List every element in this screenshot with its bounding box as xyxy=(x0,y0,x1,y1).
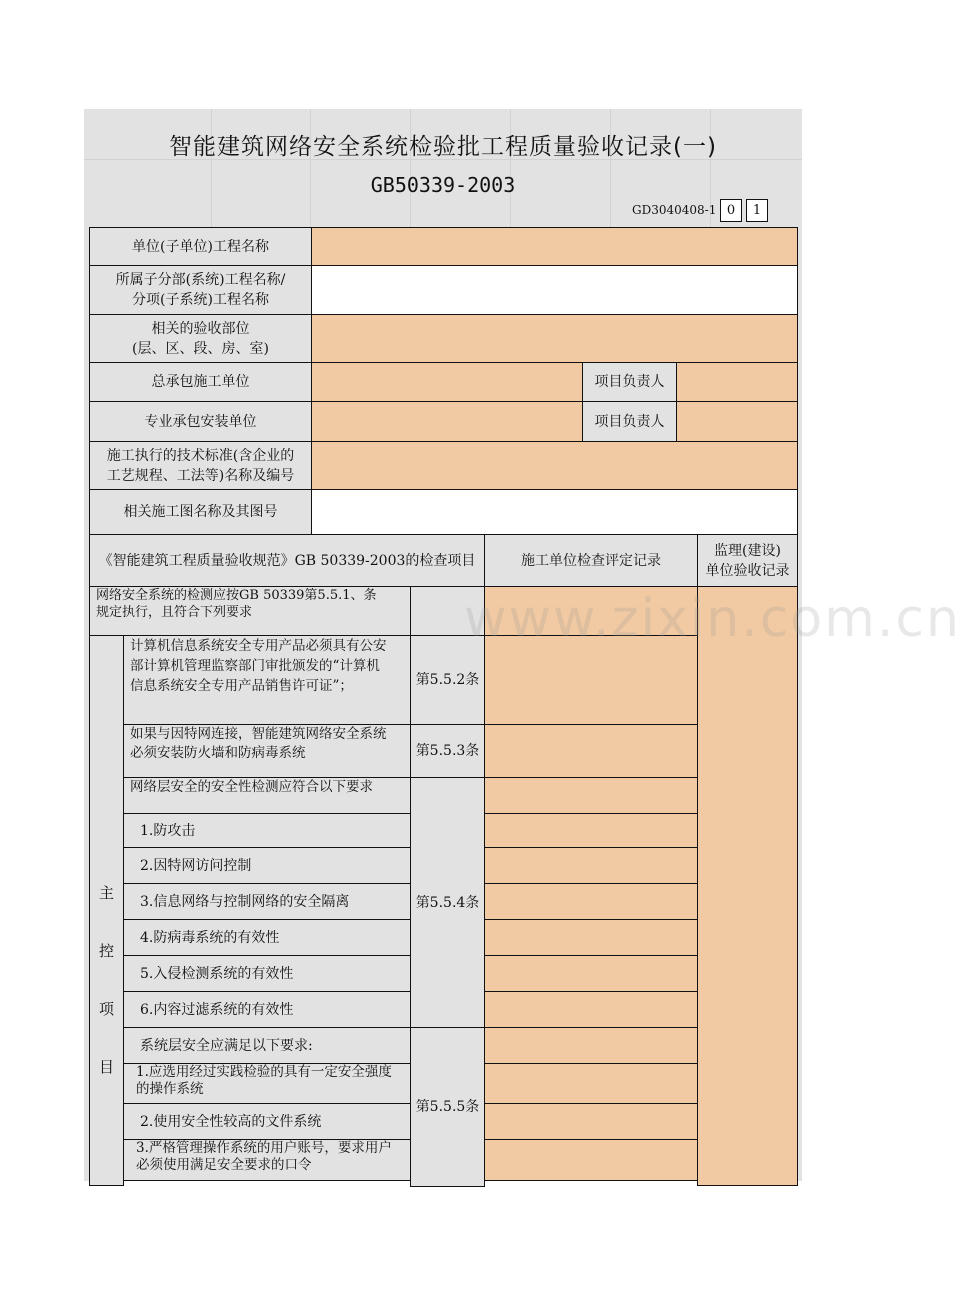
item-5-5-4-sub-3: 3.信息网络与控制网络的安全隔离 xyxy=(123,883,411,920)
item-5-5-4-record-3[interactable] xyxy=(484,883,698,920)
specialty-contractor-label: 专业承包安装单位 xyxy=(89,401,312,442)
watermark: www.zixin.com.cn xyxy=(464,589,961,649)
item-5-5-4-sub-6: 6.内容过滤系统的有效性 xyxy=(123,991,411,1028)
item-5-5-2-clause: 第5.5.2条 xyxy=(410,635,485,725)
item-5-5-5-clause: 第5.5.5条 xyxy=(410,1027,485,1187)
item-5-5-5-record-1[interactable] xyxy=(484,1063,698,1104)
form-code-box-1[interactable]: 0 xyxy=(720,199,742,222)
inspection-part-label: 相关的验收部位 (层、区、段、房、室) xyxy=(89,314,312,363)
item-5-5-4-head: 网络层安全的安全性检测应符合以下要求 xyxy=(123,777,411,814)
supervisor-record-input[interactable] xyxy=(697,586,798,1186)
specialty-contractor-input[interactable] xyxy=(311,401,583,442)
item-5-5-5-record-3[interactable] xyxy=(484,1139,698,1181)
item-5-5-5-sub-2: 2.使用安全性较高的文件系统 xyxy=(123,1103,411,1140)
intro-text: 网络安全系统的检测应按GB 50339第5.5.1、条 规定执行，且符合下列要求 xyxy=(89,586,411,636)
spec-items-header: 《智能建筑工程质量验收规范》GB 50339-2003的检查项目 xyxy=(89,534,485,587)
intro-record-input[interactable] xyxy=(484,586,698,636)
item-5-5-4-record-1[interactable] xyxy=(484,813,698,848)
unit-project-name-label: 单位(子单位)工程名称 xyxy=(89,227,312,266)
item-5-5-4-record-5[interactable] xyxy=(484,955,698,992)
supervisor-record-header: 监理(建设) 单位验收记录 xyxy=(697,534,798,587)
item-5-5-4-sub-5: 5.入侵检测系统的有效性 xyxy=(123,955,411,992)
inspection-part-input[interactable] xyxy=(311,314,798,363)
unit-project-name-input[interactable] xyxy=(311,227,798,266)
item-5-5-4-sub-1: 1.防攻击 xyxy=(123,813,411,848)
contractor-record-header: 施工单位检查评定记录 xyxy=(484,534,698,587)
subdivision-name-input[interactable] xyxy=(311,265,798,315)
tech-standard-input[interactable] xyxy=(311,441,798,490)
general-contractor-input[interactable] xyxy=(311,362,583,402)
item-5-5-2-record-input[interactable] xyxy=(484,635,698,725)
main-control-label: 主 控 项 目 xyxy=(89,635,124,1186)
item-5-5-4-clause: 第5.5.4条 xyxy=(410,777,485,1028)
drawing-input[interactable] xyxy=(311,489,798,535)
standard-code: GB50339-2003 xyxy=(370,173,516,197)
subdivision-name-label: 所属子分部(系统)工程名称/ 分项(子系统)工程名称 xyxy=(89,265,312,315)
item-5-5-4-sub-2: 2.因特网访问控制 xyxy=(123,847,411,884)
item-5-5-2-text: 计算机信息系统安全专用产品必须具有公安 部计算机管理监察部门审批颁发的“计算机 信息系统安全专用产品销售许可证”； xyxy=(123,635,411,725)
project-manager-label-1: 项目负责人 xyxy=(582,362,677,402)
drawing-label: 相关施工图名称及其图号 xyxy=(89,489,312,535)
item-5-5-5-record-2[interactable] xyxy=(484,1103,698,1140)
form-sheet xyxy=(84,109,961,1181)
item-5-5-5-head: 系统层安全应满足以下要求: xyxy=(123,1027,411,1064)
form-code-box-2[interactable]: 1 xyxy=(746,199,768,222)
project-manager-label-2: 项目负责人 xyxy=(582,401,677,442)
item-5-5-5-sub-1: 1.应选用经过实践检验的具有一定安全强度 的操作系统 xyxy=(123,1063,411,1104)
intro-clause xyxy=(410,586,485,636)
project-manager-input-1[interactable] xyxy=(676,362,798,402)
form-code: GD3040408-1 xyxy=(632,203,717,217)
item-5-5-4-record-2[interactable] xyxy=(484,847,698,884)
item-5-5-5-record-head[interactable] xyxy=(484,1027,698,1064)
item-5-5-3-record-input[interactable] xyxy=(484,724,698,778)
item-5-5-4-record-head[interactable] xyxy=(484,777,698,814)
item-5-5-3-clause: 第5.5.3条 xyxy=(410,724,485,778)
item-5-5-5-sub-3: 3.严格管理操作系统的用户账号，要求用户 必须使用满足安全要求的口令 xyxy=(123,1139,411,1181)
item-5-5-4-record-4[interactable] xyxy=(484,919,698,956)
project-manager-input-2[interactable] xyxy=(676,401,798,442)
item-5-5-3-text: 如果与因特网连接，智能建筑网络安全系统 必须安装防火墙和防病毒系统 xyxy=(123,724,411,778)
general-contractor-label: 总承包施工单位 xyxy=(89,362,312,402)
item-5-5-4-record-6[interactable] xyxy=(484,991,698,1028)
page-title: 智能建筑网络安全系统检验批工程质量验收记录(一) xyxy=(169,134,717,160)
tech-standard-label: 施工执行的技术标准(含企业的 工艺规程、工法等)名称及编号 xyxy=(89,441,312,490)
item-5-5-4-sub-4: 4.防病毒系统的有效性 xyxy=(123,919,411,956)
